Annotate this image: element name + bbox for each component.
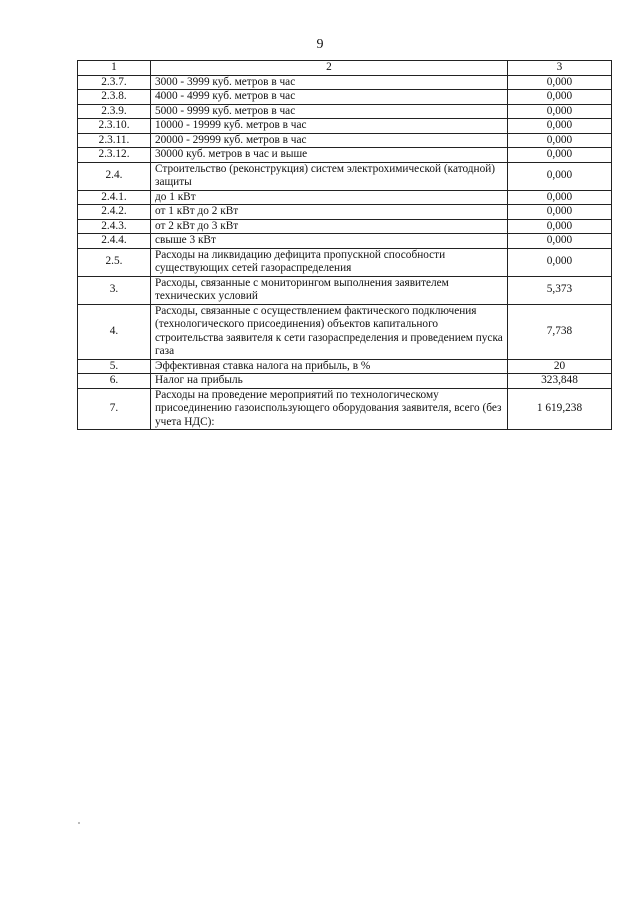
row-description: 30000 куб. метров в час и выше bbox=[151, 148, 508, 163]
table-row bbox=[78, 190, 612, 205]
row-value: 0,000 bbox=[508, 148, 612, 163]
row-number: 2.4.1. bbox=[78, 190, 151, 205]
table-row bbox=[78, 104, 612, 119]
table-row bbox=[78, 162, 612, 190]
row-number: 4. bbox=[78, 304, 151, 359]
row-value: 20 bbox=[508, 359, 612, 374]
row-description: от 2 кВт до 3 кВт bbox=[151, 219, 508, 234]
row-value: 5,373 bbox=[508, 276, 612, 304]
row-number: 2.5. bbox=[78, 248, 151, 276]
row-description: до 1 кВт bbox=[151, 190, 508, 205]
row-value: 0,000 bbox=[508, 162, 612, 190]
row-number: 3. bbox=[78, 276, 151, 304]
row-value: 0,000 bbox=[508, 190, 612, 205]
row-description: от 1 кВт до 2 кВт bbox=[151, 205, 508, 220]
row-description: Налог на прибыль bbox=[151, 374, 508, 389]
row-value: 1 619,238 bbox=[508, 388, 612, 430]
row-value: 0,000 bbox=[508, 90, 612, 105]
table-row bbox=[78, 75, 612, 90]
row-value: 323,848 bbox=[508, 374, 612, 389]
table-row bbox=[78, 234, 612, 249]
row-description: Эффективная ставка налога на прибыль, в % bbox=[151, 359, 508, 374]
row-description: 3000 - 3999 куб. метров в час bbox=[151, 75, 508, 90]
row-value: 0,000 bbox=[508, 234, 612, 249]
table-row bbox=[78, 119, 612, 134]
table-row bbox=[78, 219, 612, 234]
table-row bbox=[78, 359, 612, 374]
row-number: 6. bbox=[78, 374, 151, 389]
row-description: Расходы, связанные с осуществлением фактического подключения (технологического присоединения) объектов капитального строительства заявителя к сети газораспределения и проведением пуска газа bbox=[151, 304, 508, 359]
page-number: 9 bbox=[316, 37, 324, 52]
row-value: 0,000 bbox=[508, 248, 612, 276]
row-number: 2.3.8. bbox=[78, 90, 151, 105]
table-row bbox=[78, 90, 612, 105]
table-row bbox=[78, 276, 612, 304]
row-description: 4000 - 4999 куб. метров в час bbox=[151, 90, 508, 105]
table-row bbox=[78, 304, 612, 359]
header-cell: 1 bbox=[78, 61, 151, 76]
row-value: 0,000 bbox=[508, 104, 612, 119]
row-description: Расходы, связанные с мониторингом выполнения заявителем технических условий bbox=[151, 276, 508, 304]
row-value: 7,738 bbox=[508, 304, 612, 359]
row-description: Строительство (реконструкция) систем электрохимической (катодной) защиты bbox=[151, 162, 508, 190]
row-number: 2.3.7. bbox=[78, 75, 151, 90]
row-number: 2.3.10. bbox=[78, 119, 151, 134]
row-value: 0,000 bbox=[508, 119, 612, 134]
row-number: 7. bbox=[78, 388, 151, 430]
row-number: 2.4.3. bbox=[78, 219, 151, 234]
table-row bbox=[78, 374, 612, 389]
row-value: 0,000 bbox=[508, 205, 612, 220]
row-description: 20000 - 29999 куб. метров в час bbox=[151, 133, 508, 148]
row-number: 5. bbox=[78, 359, 151, 374]
table-row bbox=[78, 388, 612, 430]
row-value: 0,000 bbox=[508, 75, 612, 90]
row-number: 2.3.11. bbox=[78, 133, 151, 148]
header-cell: 2 bbox=[151, 61, 508, 76]
row-description: 5000 - 9999 куб. метров в час bbox=[151, 104, 508, 119]
header-cell: 3 bbox=[508, 61, 612, 76]
scan-speck bbox=[78, 822, 80, 824]
row-number: 2.3.9. bbox=[78, 104, 151, 119]
row-description: Расходы на ликвидацию дефицита пропускной способности существующих сетей газораспределения bbox=[151, 248, 508, 276]
row-number: 2.4.4. bbox=[78, 234, 151, 249]
table-row bbox=[78, 248, 612, 276]
row-description: свыше 3 кВт bbox=[151, 234, 508, 249]
row-description: 10000 - 19999 куб. метров в час bbox=[151, 119, 508, 134]
row-number: 2.4.2. bbox=[78, 205, 151, 220]
table-header-row bbox=[78, 61, 612, 76]
table-row bbox=[78, 133, 612, 148]
cost-table bbox=[77, 60, 612, 430]
row-value: 0,000 bbox=[508, 219, 612, 234]
table-row bbox=[78, 205, 612, 220]
row-number: 2.4. bbox=[78, 162, 151, 190]
row-value: 0,000 bbox=[508, 133, 612, 148]
row-description: Расходы на проведение мероприятий по технологическому присоединению газоиспользующего оборудования заявителя, всего (без учета НДС): bbox=[151, 388, 508, 430]
row-number: 2.3.12. bbox=[78, 148, 151, 163]
table-row bbox=[78, 148, 612, 163]
